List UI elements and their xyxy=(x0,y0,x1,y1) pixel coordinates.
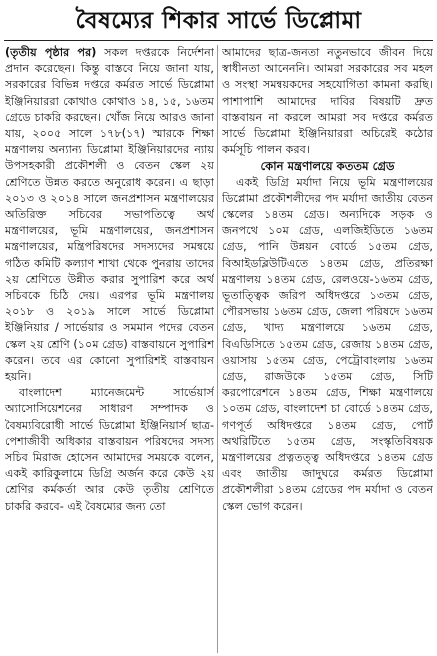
right-paragraph-1: আমাদের ছাত্র-জনতা নতুনভাবে জীবন দিয়ে স্বাধীনতা আনেননি। আমরা সরকারের সব মহল ও সংস্থা সমন্বয়কদের সহযোগিতা কামনা করছি। পাশাপাশি আমাদের দাবির বিষয়টি দ্রুত বাস্তবায়ন না করলে আমরা সব দপ্তরে কর্মরত সার্ভে ডিপ্লোমা ইঞ্জিনিয়াররা অচিরেই কঠোর কর্মসূচি পালন করব। xyxy=(222,46,433,157)
headline: বৈষম্যের শিকার সার্ভে ডিপ্লোমা xyxy=(75,6,362,34)
left-paragraph-2: বাংলাদেশ ম্যানেজমেন্ট সার্ভেয়ার্স অ্যাসোসিয়েশনের সাধারণ সম্পাদক ও বৈষম্যবিরোধী সার্ভে ডিপ্লোমা ইঞ্জিনিয়ার্স ছাত্র-পেশাজীবী অধিকার বাস্তবায়ন পরিষদের সদস্য সচিব মিরাজ হোসেন আমাদের সময়কে বলেন, একই কারিকুলামে ডিগ্রি অর্জন করে কেউ ২য় শ্রেণির কর্মকর্তা আর কেউ তৃতীয় শ্রেণিতে চাকরি করবে- এই বৈষম্যের জন্য তো xyxy=(5,386,214,513)
right-paragraph-2: একই ডিগ্রি মর্যাদা নিয়ে ভূমি মন্ত্রণালয়ের ডিপ্লোমা প্রকৌশলীদের পদ মর্যাদা জাতীয় বেতন স্কেলের ১৪তম গ্রেড। অন্যদিকে সড়ক ও জনপথে ১০ম গ্রেড, এলজিইডিতে ১৬তম গ্রেড, পানি উন্নয়ন বোর্ডে ১৫তম গ্রেড, বিআইডব্লিউটিএতে ১৪তম গ্রেড, প্রতিরক্ষা মন্ত্রণালয় ১৪তম গ্রেড, রেলওয়ে-১৬তম গ্রেড, ভূতাত্ত্বিক জরিপ অধিদপ্তরে ১৩তম গ্রেড, পৌরসভায় ১৬তম গ্রেড, জেলা পরিষদে ১৬তম গ্রেড, খাদ্য মন্ত্রণালয়ে ১৬তম গ্রেড, বিএডিসিতে ১৫তম গ্রেড, রেজায় ১৪তম গ্রেড, ওয়াসায় ১৫তম গ্রেড, পেট্রোবাংলায় ১৬তম গ্রেড, রাজউকে ১৫তম গ্রেড, সিটি করপোরেশনে ১৪তম গ্রেড, শিক্ষা মন্ত্রণালয়ে ১০তম গ্রেড, বাংলাদেশ চা বোর্ডে ১৪তম গ্রেড, গণপূর্ত অধিদপ্তরে ১৪তম গ্রেড, পোর্ট অথরিটিতে ১৫তম গ্রেড, সংস্কৃতিবিষয়ক মন্ত্রণালয়ের প্রত্নতত্ত্ব অধিদপ্তরে ১৪তম গ্রেড এবং জাতীয় জাদুঘরে কর্মরত ডিপ্লোমা প্রকৌশলীরা ১৪তম গ্রেডের পদ মর্যাদা ও বেতন স্কেল ভোগ করেন। xyxy=(222,175,433,513)
left-column xyxy=(5,45,214,653)
column-divider xyxy=(217,45,218,653)
right-column xyxy=(222,45,433,653)
subheading: কোন মন্ত্রণালয়ে কততম গ্রেড xyxy=(260,159,395,174)
continuation-label: (তৃতীয় পৃষ্ঠার পর) xyxy=(5,46,97,59)
headline-rule xyxy=(4,40,433,41)
left-paragraph-1 xyxy=(5,45,214,385)
left-paragraph-1-text: সকল দপ্তরকে নির্দেশনা প্রদান করেছেন। কিন্তু বাস্তবে নিয়ে জানা যায়, সরকারের বিভিন্ন দপ্তরে কর্মরত সার্ভে ডিপ্লোমা ইঞ্জিনিয়াররা কোথাও কোথাও ১৪, ১৫, ১৬তম গ্রেডে চাকরি করছেন। খোঁজ নিয়ে আরও জানা যায়, ২০০৫ সালে ১৭৮(১৭) স্মারকে শিক্ষা মন্ত্রণালয় অন্যান্য ডিপ্লোমা ইঞ্জিনিয়ারদের ন্যায় উপসহকারী প্রকৌশলী ও বেতন স্কেল ২য় শ্রেণিতে উন্নত করতে অনুরোধ করেন। এ ছাড়া ২০১৩ ও ২০১৪ সালে জনপ্রশাসন মন্ত্রণালয়ের অতিরিক্ত সচিবের সভাপতিত্বে অর্থ মন্ত্রণালয়ের, ভূমি মন্ত্রণালয়ের, জনপ্রশাসন মন্ত্রণালয়ের, মন্ত্রিপরিষদের সদস্যদের সমন্বয়ে গঠিত কমিটি কল্যাণ শাখা থেকে পুনরায় তাদের ২য় শ্রেণিতে উন্নীত করার সুপারিশ করে অর্থ সচিবকে চিঠি দেয়। এরপর ভূমি মন্ত্রণালয় ২০১৮ ও ২০১৯ সালে সার্ভে ডিপ্লোমা ইঞ্জিনিয়ার / সার্ভেয়ার ও সমমান পদের বেতন স্কেল ২য় শ্রেণি (১০ম গ্রেড) বাস্তবায়নে সুপারিশ করেন। তবে এর কোনো সুপারিশই বাস্তবায়ন হয়নি। xyxy=(5,46,214,384)
